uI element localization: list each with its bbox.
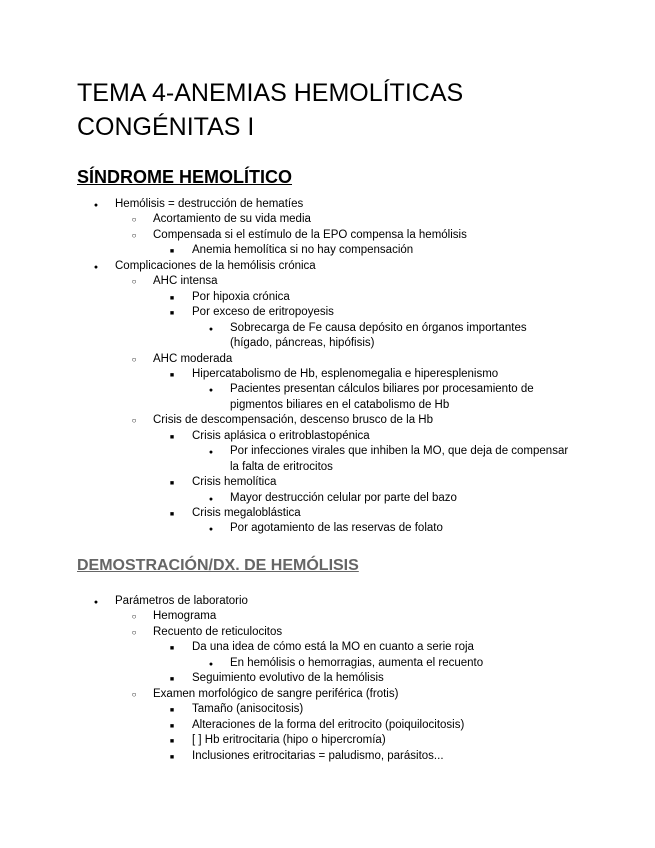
bullet-icon <box>91 594 101 611</box>
list-item: Hemograma <box>153 610 217 623</box>
title-line-1: TEMA 4-ANEMIAS HEMOLÍTICAS <box>77 79 464 107</box>
list-item: Crisis aplásica o eritroblastopénica <box>192 429 370 442</box>
list-item: Crisis megaloblástica <box>192 507 301 519</box>
bullet-icon <box>129 413 139 429</box>
bullet-icon <box>167 367 177 384</box>
bullet-icon <box>167 671 177 688</box>
bullet-icon <box>167 702 177 719</box>
title-line-2: CONGÉNITAS I <box>77 113 255 141</box>
bullet-icon <box>167 243 177 260</box>
bullet-icon <box>129 274 139 290</box>
page-title <box>77 76 617 144</box>
bullet-icon <box>206 491 216 508</box>
bullet-icon <box>91 259 101 276</box>
list-item: AHC intensa <box>153 275 218 288</box>
list-item: Alteraciones de la forma del eritrocito (poiquilocitosis) <box>192 718 465 731</box>
bullet-icon <box>129 687 139 703</box>
list-item: Tamaño (anisocitosis) <box>192 703 304 716</box>
list-item: Hipercatabolismo de Hb, esplenomegalia e hiperesplenismo <box>192 367 499 380</box>
bullet-icon <box>129 625 139 641</box>
list-item: Mayor destrucción celular por parte del bazo <box>230 491 457 504</box>
bullet-icon <box>206 321 216 338</box>
bullet-icon <box>129 609 139 625</box>
bullet-icon <box>206 382 216 399</box>
list-item: En hemólisis o hemorragias, aumenta el recuento <box>230 656 484 669</box>
list-item: Por infecciones virales que inhiben la MO, que deja de compensar <box>230 445 569 458</box>
list-item: Crisis de descompensación, descenso brusco de la Hb <box>153 414 433 427</box>
list-item: [ ] Hb eritrocitaria (hipo o hipercromía) <box>192 734 386 747</box>
list-item: (hígado, páncreas, hipófisis) <box>230 337 375 350</box>
list-item: Examen morfológico de sangre periférica (frotis) <box>153 687 399 700</box>
bullet-icon <box>167 429 177 446</box>
section-heading-sindrome: SÍNDROME HEMOLÍTICO <box>77 167 292 187</box>
list-item: la falta de eritrocitos <box>230 460 333 473</box>
list-item: Anemia hemolítica si no hay compensación <box>192 244 414 257</box>
list-item: Por exceso de eritropoyesis <box>192 306 334 319</box>
list-item: Por agotamiento de las reservas de folato <box>230 522 443 535</box>
list-item: Seguimiento evolutivo de la hemólisis <box>192 672 384 685</box>
bullet-icon <box>167 305 177 322</box>
list-item: Compensada si el estímulo de la EPO compensa la hemólisis <box>153 228 467 241</box>
bullet-icon <box>206 521 216 538</box>
section-heading-demostracion: DEMOSTRACIÓN/DX. DE HEMÓLISIS <box>77 557 359 574</box>
bullet-icon <box>129 228 139 244</box>
list-item: Recuento de reticulocitos <box>153 625 283 638</box>
bullet-icon <box>167 749 177 766</box>
bullet-icon <box>167 733 177 750</box>
list-item: Crisis hemolítica <box>192 476 277 489</box>
bullet-icon <box>167 506 177 523</box>
bullet-icon <box>129 212 139 228</box>
list-item: Complicaciones de la hemólisis crónica <box>115 259 316 272</box>
bullet-icon <box>206 656 216 673</box>
list-item: Inclusiones eritrocitarias = paludismo, parásitos... <box>192 749 444 762</box>
bullet-icon <box>167 718 177 735</box>
bullet-icon <box>167 640 177 657</box>
bullet-icon <box>129 352 139 368</box>
bullet-icon <box>206 444 216 461</box>
list-item: Da una idea de cómo está la MO en cuanto a serie roja <box>192 641 474 654</box>
list-item: Parámetros de laboratorio <box>115 595 248 607</box>
list-item: Por hipoxia crónica <box>192 290 290 303</box>
list-item: Sobrecarga de Fe causa depósito en órganos importantes <box>230 321 527 334</box>
list-item: Pacientes presentan cálculos biliares por procesamiento de <box>230 383 534 396</box>
bullet-icon <box>167 475 177 492</box>
list-item: AHC moderada <box>153 352 233 365</box>
list-item: Acortamiento de su vida media <box>153 213 311 226</box>
bullet-icon <box>91 197 101 214</box>
list-item: Hemólisis = destrucción de hematíes <box>115 198 304 210</box>
list-item: pigmentos biliares en el catabolismo de Hb <box>230 398 450 411</box>
bullet-icon <box>167 290 177 307</box>
